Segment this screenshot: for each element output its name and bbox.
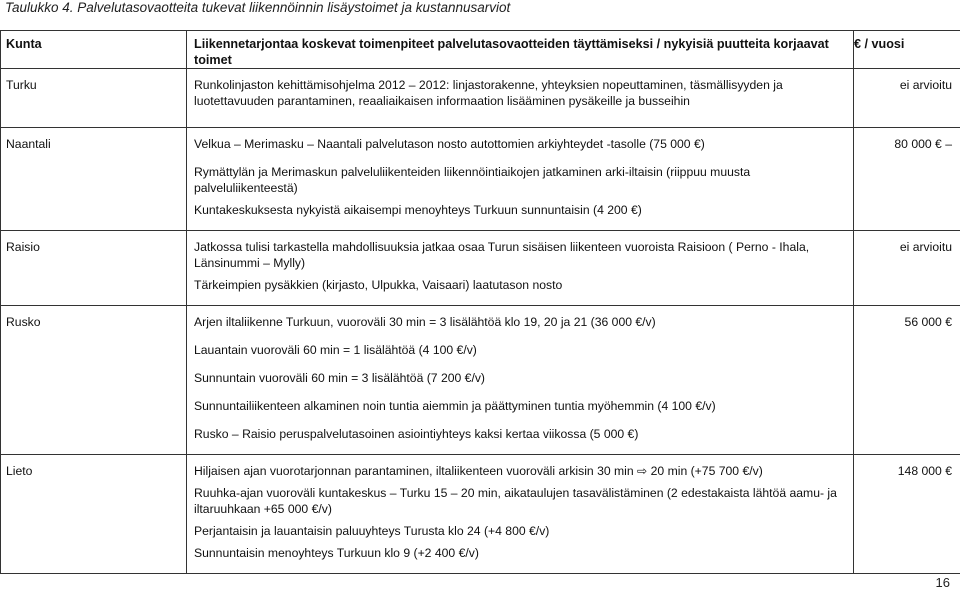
row-measures [187,306,854,455]
measure-item: Rymättylän ja Merimaskun palveluliikenteiden liikennöintiaikojen jatkaminen arki-iltaisin (riippuu muusta palveluliikenteestä) [194,165,751,195]
table-header-row [1,31,960,69]
header-cost: € / vuosi [854,31,960,69]
measure-item: Tärkeimpien pysäkkien (kirjasto, Ulpukka, Vaisaari) laatutason nosto [194,278,563,292]
measure-item: Sunnuntaisin menoyhteys Turkuun klo 9 (+2 400 €/v) [194,546,479,560]
header-measures: Liikennetarjontaa koskevat toimenpiteet palvelutasovaotteiden täyttämiseksi / nykyisiä puutteita korjaavat toimet [187,31,854,69]
row-measures [187,455,854,574]
measure-item: Sunnuntain vuoroväli 60 min = 3 lisälähtöä (7 200 €/v) [194,371,485,385]
measure-item: Runkolinjaston kehittämisohjelma 2012 – 2012: linjastorakenne, yhteyksien nopeuttaminen, täsmällisyyden ja luotettavuuden parantaminen, reaaliaikaisen informaation lisääminen pysäkeille ja busseihin [194,78,783,108]
cost-table [0,30,960,574]
measure-item: Lauantain vuoroväli 60 min = 1 lisälähtöä (4 100 €/v) [194,343,477,357]
table-row [1,306,960,455]
row-cost: ei arvioitu [854,231,960,306]
table-row [1,231,960,306]
measure-item: Perjantaisin ja lauantaisin paluuyhteys Turusta klo 24 (+4 800 €/v) [194,524,550,538]
row-kunta: Naantali [1,128,187,231]
header-kunta: Kunta [1,31,187,69]
page-number: 16 [935,575,950,590]
measure-item: Rusko – Raisio peruspalvelutasoinen asiointiyhteys kaksi kertaa viikossa (5 000 €) [194,427,639,441]
row-kunta: Turku [1,69,187,128]
row-cost: ei arvioitu [854,69,960,128]
row-measures [187,128,854,231]
measure-item: Velkua – Merimasku – Naantali palvelutason nosto autottomien arkiyhteydet -tasolle (75 000 €) [194,137,705,151]
measure-item: Jatkossa tulisi tarkastella mahdollisuuksia jatkaa osaa Turun sisäisen liikenteen vuoroista Raisioon ( Perno - Ihala, Länsinummi – Mylly) [194,240,810,270]
table-caption: Taulukko 4. Palvelutasovaotteita tukevat liikennöinnin lisäystoimet ja kustannusarviot [5,0,511,15]
row-cost: 80 000 € – [854,128,960,231]
measure-item: Kuntakeskuksesta nykyistä aikaisempi menoyhteys Turkuun sunnuntaisin (4 200 €) [194,203,642,217]
row-kunta: Raisio [1,231,187,306]
row-measures [187,231,854,306]
measure-item: Arjen iltaliikenne Turkuun, vuoroväli 30 min = 3 lisälähtöä klo 19, 20 ja 21 (36 000 €/v) [194,315,656,329]
table-row [1,128,960,231]
table-row [1,455,960,574]
measure-item: Ruuhka-ajan vuoroväli kuntakeskus – Turku 15 – 20 min, aikataulujen tasavälistäminen (2 edestakaista lähtöä aamu- ja iltaruuhkaan +65 000 €/v) [194,486,837,516]
measure-item: Hiljaisen ajan vuorotarjonnan parantaminen, iltaliikenteen vuoroväli arkisin 30 min ⇨ 20 min (+75 700 €/v) [194,464,763,478]
measure-item: Sunnuntailiikenteen alkaminen noin tuntia aiemmin ja päättyminen tuntia myöhemmin (4 100 €/v) [194,399,716,413]
row-kunta: Rusko [1,306,187,455]
row-kunta: Lieto [1,455,187,574]
row-cost: 56 000 € [854,306,960,455]
row-measures [187,69,854,128]
row-cost: 148 000 € [854,455,960,574]
table-row [1,69,960,128]
